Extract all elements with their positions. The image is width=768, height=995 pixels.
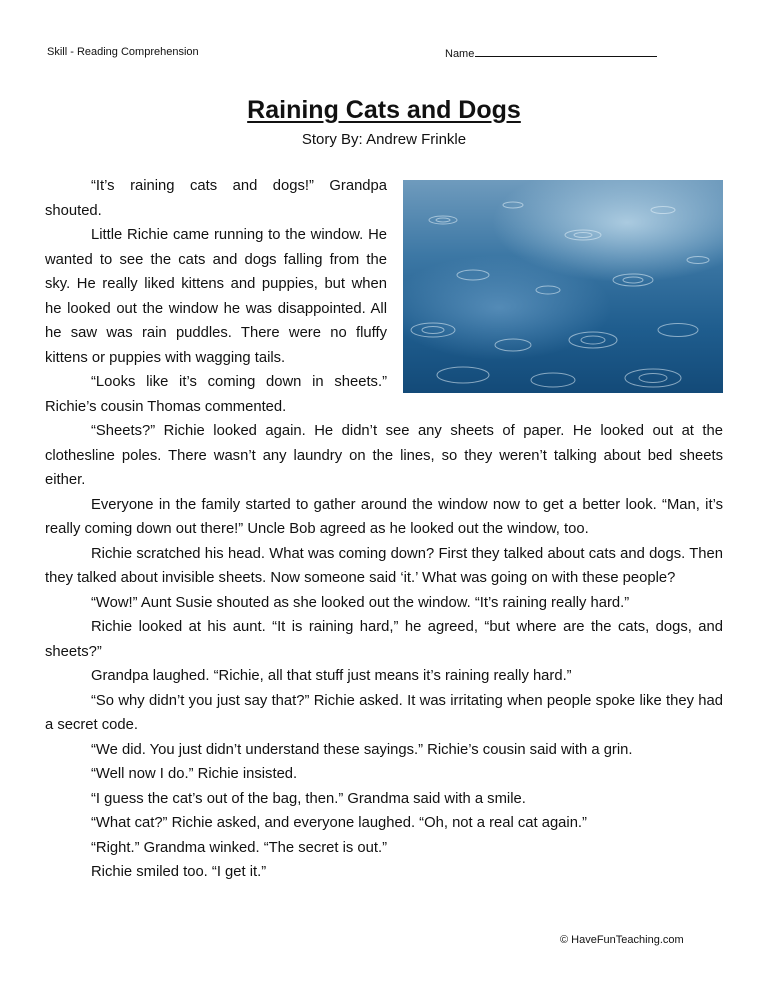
story-paragraph: Richie scratched his head. What was coming down? First they talked about cats and dogs. Then they talked about invisible sheets. Now someone said ‘it.’ What was going on with these people? xyxy=(45,545,723,586)
rain-puddle-photo xyxy=(403,180,723,393)
story-paragraph: “Well now I do.” Richie insisted. xyxy=(91,766,298,782)
story-paragraph: Everyone in the family started to gather around the window now to get a better look. “Man, it’s really coming down out there!” Uncle Bob agreed as he looked out the window, too. xyxy=(45,496,723,537)
story-paragraph: “We did. You just didn’t understand these sayings.” Richie’s cousin said with a grin. xyxy=(91,741,633,758)
name-label: Name xyxy=(445,48,475,60)
story-paragraph: “It’s raining cats and dogs!” Grandpa shouted. xyxy=(45,178,387,219)
story-paragraph: Richie looked at his aunt. “It is raining hard,” he agreed, “but where are the cats, dogs, and sheets?” xyxy=(45,619,723,660)
story-paragraph: “Looks like it’s coming down in sheets.” Richie’s cousin Thomas commented. xyxy=(45,374,387,415)
story-paragraph: “Right.” Grandma winked. “The secret is out.” xyxy=(91,839,388,856)
story-body xyxy=(45,174,723,885)
story-paragraph: Grandpa laughed. “Richie, all that stuff just means it’s raining really hard.” xyxy=(91,668,572,684)
story-paragraph: “I guess the cat’s out of the bag, then.” Grandma said with a smile. xyxy=(91,790,526,807)
story-paragraph: “Sheets?” Richie looked again. He didn’t see any sheets of paper. He looked out at the clothesline poles. There wasn’t any laundry on the lines, so they weren’t talking about bed sheets either. xyxy=(45,423,723,488)
name-blank-line xyxy=(475,46,657,57)
story-paragraph: Little Richie came running to the window. He wanted to see the cats and dogs falling from the sky. He really liked kittens and puppies, but when he looked out the window he was disappointed. All he saw was rain puddles. There were no fluffy kittens or puppies with wagging tails. xyxy=(45,227,387,366)
story-paragraph: “Wow!” Aunt Susie shouted as she looked out the window. “It’s raining really hard.” xyxy=(91,594,630,611)
story-paragraph: “What cat?” Richie asked, and everyone laughed. “Oh, not a real cat again.” xyxy=(91,815,587,831)
rain-ripples-graphic xyxy=(403,180,723,393)
story-paragraph: Richie smiled too. “I get it.” xyxy=(91,864,267,880)
story-title: Raining Cats and Dogs xyxy=(247,96,521,124)
story-byline: Story By: Andrew Frinkle xyxy=(301,131,467,148)
copyright-footer: © HaveFunTeaching.com xyxy=(560,934,684,946)
name-field xyxy=(445,46,657,60)
skill-label: Skill - Reading Comprehension xyxy=(47,46,199,58)
story-paragraph: “So why didn’t you just say that?” Richie asked. It was irritating when people spoke like they had a secret code. xyxy=(45,692,723,733)
